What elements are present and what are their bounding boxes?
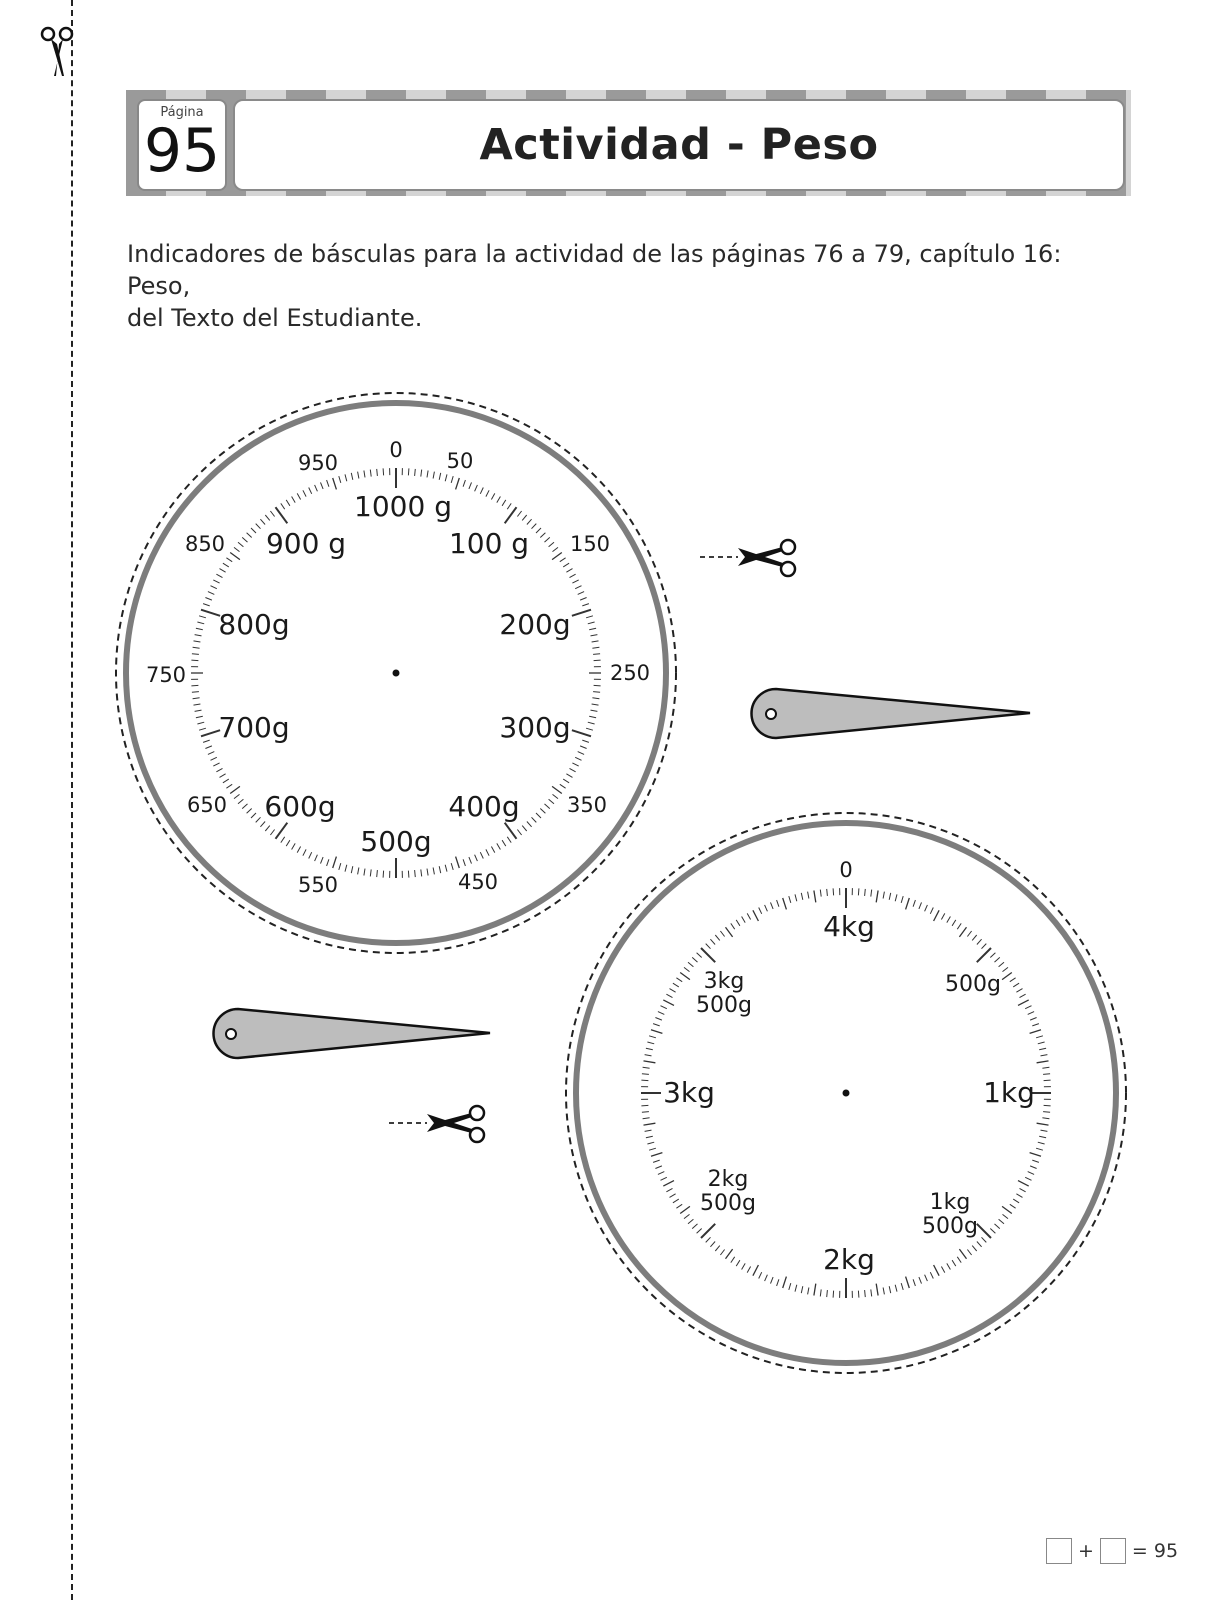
scale-tick bbox=[1043, 1112, 1050, 1113]
scale-tick bbox=[408, 468, 409, 475]
grams-outer-label-750: 750 bbox=[145, 663, 187, 687]
intro-line-1: Indicadores de básculas para la actividad de las páginas 76 a 79, capítulo 16: Peso, bbox=[127, 240, 1062, 300]
scissors-icon bbox=[389, 1106, 484, 1142]
scale-tick bbox=[641, 1080, 648, 1081]
grams-outer-label-50: 50 bbox=[446, 449, 474, 473]
equals-page-number: = 95 bbox=[1131, 1540, 1179, 1562]
grams-label-800: 800g bbox=[218, 608, 290, 641]
scale-tick bbox=[415, 469, 416, 476]
grams-label-900: 900 g bbox=[265, 527, 347, 560]
grams-label-600: 600g bbox=[264, 790, 336, 823]
grams-outer-label-950: 950 bbox=[297, 451, 339, 475]
scale-tick bbox=[1044, 1080, 1051, 1081]
scale-tick bbox=[858, 888, 859, 895]
scale-tick bbox=[865, 889, 866, 896]
scale-tick bbox=[192, 692, 199, 693]
scale-tick bbox=[827, 889, 828, 896]
kg-label-1kg: 1kg bbox=[983, 1076, 1035, 1109]
dial-kilograms-center-dot bbox=[843, 1090, 850, 1097]
intro-line-2: del Texto del Estudiante. bbox=[127, 304, 423, 332]
grams-outer-label-0: 0 bbox=[389, 438, 403, 462]
scale-tick bbox=[833, 1291, 834, 1298]
page-label: Página bbox=[160, 105, 204, 120]
scale-tick bbox=[191, 660, 198, 661]
scale-tick bbox=[192, 654, 199, 655]
dial-kilograms bbox=[566, 813, 1126, 1373]
scale-tick bbox=[593, 654, 600, 655]
footer-equation bbox=[1046, 1536, 1178, 1566]
pointer-needle-icon bbox=[214, 1009, 491, 1058]
grams-label-200: 200g bbox=[499, 608, 571, 641]
grams-outer-label-150: 150 bbox=[569, 532, 611, 556]
blank-box-2 bbox=[1100, 1538, 1126, 1564]
grams-label-400: 400g bbox=[448, 790, 520, 823]
pointer-needle-icon bbox=[752, 689, 1031, 738]
page-number: 95 bbox=[143, 116, 221, 186]
scale-tick bbox=[191, 685, 198, 686]
scale-tick bbox=[642, 1112, 649, 1113]
kg-outer-label-0: 0 bbox=[839, 858, 853, 882]
kg-label-500g: 500g bbox=[945, 972, 1001, 997]
scale-tick bbox=[408, 871, 409, 878]
scale-tick bbox=[377, 469, 378, 476]
scale-tick bbox=[1043, 1074, 1050, 1075]
grams-label-300: 300g bbox=[499, 711, 571, 744]
scale-tick bbox=[642, 1074, 649, 1075]
scale-tick bbox=[1044, 1105, 1051, 1106]
kg-label-2kg500g-b: 500g bbox=[700, 1191, 756, 1216]
grams-outer-label-350: 350 bbox=[566, 793, 608, 817]
scissors-icon bbox=[700, 540, 795, 576]
grams-label-100: 100 g bbox=[448, 527, 530, 560]
kg-label-1kg500g-b: 500g bbox=[922, 1214, 978, 1239]
scale-tick bbox=[594, 685, 601, 686]
scale-tick bbox=[865, 1290, 866, 1297]
scale-tick bbox=[383, 468, 384, 475]
kg-label-3kg500g-b: 500g bbox=[696, 993, 752, 1018]
scale-tick bbox=[827, 1290, 828, 1297]
grams-outer-label-650: 650 bbox=[186, 793, 228, 817]
kg-label-4kg: 4kg bbox=[823, 910, 875, 943]
plus-sign: + bbox=[1078, 1540, 1094, 1562]
kg-label-2kg: 2kg bbox=[823, 1243, 875, 1276]
page-title: Actividad - Peso bbox=[479, 120, 879, 170]
grams-label-500: 500g bbox=[360, 825, 432, 858]
kg-label-2kg500g-a: 2kg bbox=[707, 1167, 749, 1192]
dial-grams bbox=[116, 393, 676, 953]
kg-label-3kg500g-a: 3kg bbox=[703, 969, 745, 994]
scale-tick bbox=[594, 660, 601, 661]
grams-outer-label-250: 250 bbox=[609, 661, 651, 685]
scale-tick bbox=[383, 871, 384, 878]
dial-grams-center-dot bbox=[393, 670, 400, 677]
blank-box-1 bbox=[1046, 1538, 1072, 1564]
grams-outer-label-450: 450 bbox=[457, 870, 499, 894]
scale-tick bbox=[641, 1105, 648, 1106]
grams-outer-label-550: 550 bbox=[297, 873, 339, 897]
scale-tick bbox=[858, 1291, 859, 1298]
grams-label-700: 700g bbox=[218, 711, 290, 744]
scale-tick bbox=[415, 870, 416, 877]
scale-tick bbox=[593, 692, 600, 693]
scale-tick bbox=[377, 870, 378, 877]
grams-label-1000: 1000 g bbox=[354, 490, 452, 523]
scale-tick bbox=[833, 888, 834, 895]
kg-label-3kg: 3kg bbox=[663, 1076, 715, 1109]
kg-label-1kg500g-a: 1kg bbox=[929, 1190, 971, 1215]
grams-outer-label-850: 850 bbox=[184, 532, 226, 556]
